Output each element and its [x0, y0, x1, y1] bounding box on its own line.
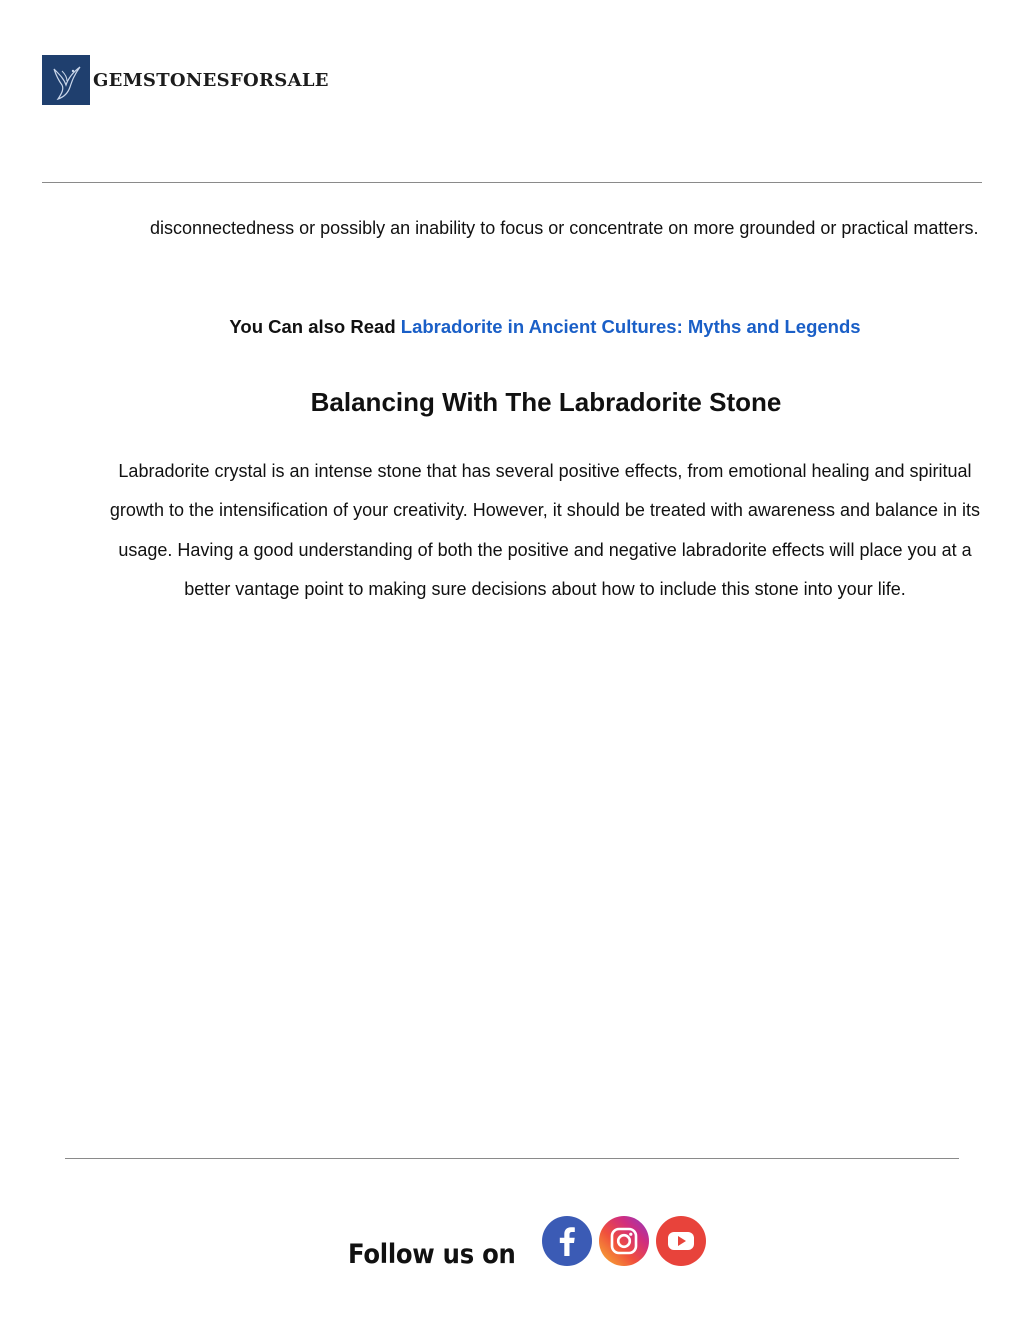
- youtube-icon[interactable]: [656, 1216, 706, 1266]
- site-header: [42, 55, 329, 105]
- facebook-icon[interactable]: [542, 1216, 592, 1266]
- footer-divider: [65, 1158, 959, 1159]
- also-read-line: [0, 312, 1024, 342]
- also-read-link[interactable]: Labradorite in Ancient Cultures: Myths and Legends: [400, 316, 861, 337]
- header-divider: [42, 182, 982, 183]
- section-paragraph: Labradorite crystal is an intense stone that has several positive effects, from emotional healing and spiritual growth to the intensification of your creativity. However, it should be treated with awareness and balance in its usage. Having a good understanding of both the positive and negative labradorite effects will place you at a better vantage point to making sure decisions about how to include this stone into your life.: [109, 461, 981, 599]
- paragraph-continued: disconnectedness or possibly an inability to focus or concentrate on more grounded or practical matters.: [150, 218, 979, 238]
- brand-name: GEMSTONESFORSALE: [93, 69, 329, 91]
- logo[interactable]: [42, 55, 90, 105]
- social-links: [542, 1216, 713, 1272]
- also-read-prefix: You Can also Read: [229, 316, 401, 337]
- dove-icon: [42, 55, 90, 105]
- section-title: Balancing With The Labradorite Stone: [310, 387, 782, 417]
- follow-us-text: Follow us on: [348, 1239, 516, 1270]
- footer: [348, 1216, 713, 1272]
- instagram-icon[interactable]: [599, 1216, 649, 1266]
